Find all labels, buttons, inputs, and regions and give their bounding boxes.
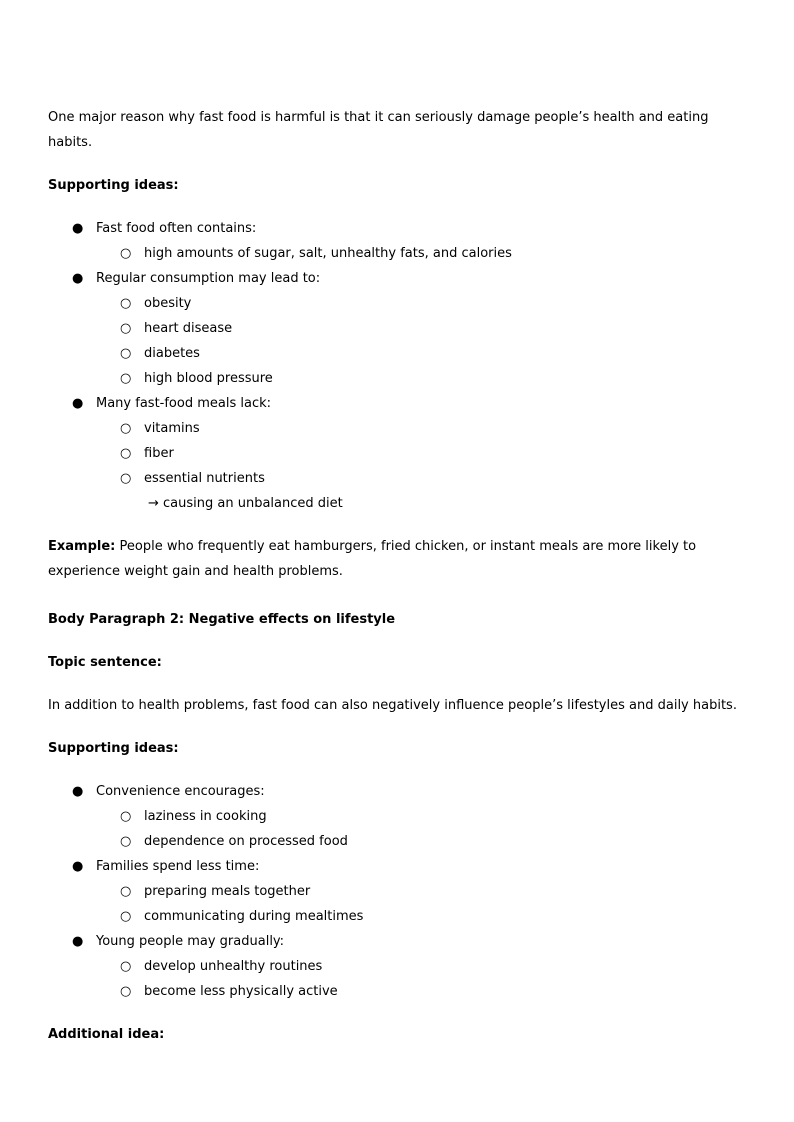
circle-bullet-icon: ○ <box>120 321 132 336</box>
sub-list-item: ○ obesity <box>48 291 748 316</box>
document-page <box>48 105 748 1047</box>
bullet-icon: ● <box>72 859 84 874</box>
circle-bullet-icon: ○ <box>120 446 132 461</box>
circle-bullet-icon: ○ <box>120 959 132 974</box>
circle-bullet-icon: ○ <box>120 984 132 999</box>
sub-list-item: ○ preparing meals together <box>48 879 748 904</box>
sub-list-item: ○ become less physically active <box>48 979 748 1004</box>
circle-bullet-icon: ○ <box>120 346 132 361</box>
circle-bullet-icon: ○ <box>120 471 132 486</box>
sub-list-item: ○ dependence on processed food <box>48 829 748 854</box>
list-item: ● Regular consumption may lead to: ○ obesity ○ heart disease ○ diabetes ○ high blood pressure <box>48 266 748 391</box>
supporting-list-1 <box>48 216 748 516</box>
supporting-list-2 <box>48 779 748 1004</box>
topic-sentence-text: In addition to health problems, fast food can also negatively influence people’s lifestyles and daily habits. <box>48 698 737 713</box>
circle-bullet-icon: ○ <box>120 834 132 849</box>
section-heading: Body Paragraph 2: Negative effects on lifestyle <box>48 612 396 627</box>
list-item: ● Convenience encourages: ○ laziness in cooking ○ dependence on processed food <box>48 779 748 854</box>
circle-bullet-icon: ○ <box>120 421 132 436</box>
list-item: ● Fast food often contains: ○ high amounts of sugar, salt, unhealthy fats, and calories <box>48 216 748 266</box>
additional-idea-label: Additional idea: <box>48 1027 165 1042</box>
topic-sentence-label: Topic sentence: <box>48 655 162 670</box>
list-item: ● Many fast-food meals lack: ○ vitamins ○ fiber ○ essential nutrients → causing an unbalanced diet <box>48 391 748 516</box>
example-paragraph <box>48 534 748 584</box>
supporting-ideas-label-1: Supporting ideas: <box>48 178 179 193</box>
intro-paragraph: One major reason why fast food is harmful is that it can seriously damage people’s health and eating habits. <box>48 110 709 150</box>
circle-bullet-icon: ○ <box>120 371 132 386</box>
circle-bullet-icon: ○ <box>120 246 132 261</box>
sub-list-item: ○ high amounts of sugar, salt, unhealthy fats, and calories <box>48 241 748 266</box>
circle-bullet-icon: ○ <box>120 909 132 924</box>
bullet-icon: ● <box>72 221 84 236</box>
bullet-icon: ● <box>72 396 84 411</box>
list-item: ● Families spend less time: ○ preparing meals together ○ communicating during mealtimes <box>48 854 748 929</box>
arrow-note: → causing an unbalanced diet <box>148 496 343 511</box>
sub-list-item: ○ fiber <box>48 441 748 466</box>
sub-list-item: ○ heart disease <box>48 316 748 341</box>
sub-list-item: ○ communicating during mealtimes <box>48 904 748 929</box>
circle-bullet-icon: ○ <box>120 884 132 899</box>
example-label: Example: <box>48 539 116 554</box>
circle-bullet-icon: ○ <box>120 809 132 824</box>
bullet-icon: ● <box>72 934 84 949</box>
bullet-icon: ● <box>72 784 84 799</box>
circle-bullet-icon: ○ <box>120 296 132 311</box>
sub-list-item: ○ vitamins <box>48 416 748 441</box>
example-text: People who frequently eat hamburgers, fried chicken, or instant meals are more likely to experience weight gain and health problems. <box>48 539 697 579</box>
sub-list-item: ○ laziness in cooking <box>48 804 748 829</box>
sub-list-item: ○ develop unhealthy routines <box>48 954 748 979</box>
supporting-ideas-label-2: Supporting ideas: <box>48 741 179 756</box>
sub-list-item: ○ high blood pressure <box>48 366 748 391</box>
bullet-icon: ● <box>72 271 84 286</box>
sub-list-item: ○ essential nutrients <box>48 466 748 491</box>
sub-list-item: ○ diabetes <box>48 341 748 366</box>
list-item: ● Young people may gradually: ○ develop unhealthy routines ○ become less physically active <box>48 929 748 1004</box>
